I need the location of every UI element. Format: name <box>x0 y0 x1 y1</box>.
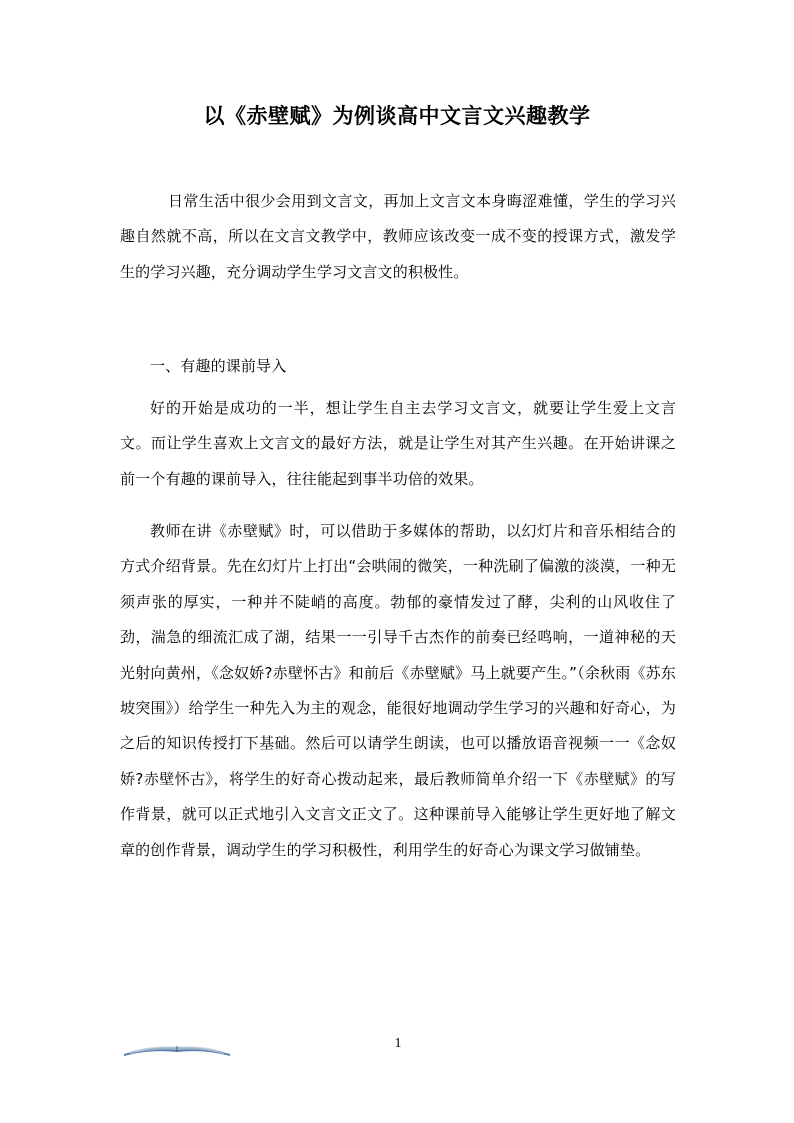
intro-paragraph: 日常生活中很少会用到文言文，再加上文言文本身晦涩难懂，学生的学习兴趣自然就不高，所以在文言文教学中，教师应该改变一成不变的授课方式，激发学生的学习兴趣，充分调动学生学习文言文的积极性。 <box>120 192 676 281</box>
section-heading: 一、有趣的课前导入 <box>150 357 287 375</box>
page-number: 1 <box>394 1036 402 1051</box>
document-title: 以《赤壁赋》为例谈高中文言文兴趣教学 <box>203 104 591 128</box>
open-book-icon <box>122 1038 232 1058</box>
body-paragraph: 好的开始是成功的一半，想让学生自主去学习文言文，就要让学生爱上文言文。而让学生喜欢上文言文的最好方法，就是让学生对其产生兴趣。在开始讲课之前一个有趣的课前导入，往往能起到事半功倍的效果。 <box>120 399 676 488</box>
body-paragraph: 教师在讲《赤壁赋》时，可以借助于多媒体的帮助，以幻灯片和音乐相结合的方式介绍背景。先在幻灯片上打出“会哄闹的微笑，一种洗刷了偏激的淡漠，一种无须声张的厚实，一种并不陡峭的高度。勃郁的豪情发过了酵，尖利的山风收住了劲，湍急的细流汇成了湖，结果一一引导千古杰作的前奏已经鸣响，一道神秘的天光射向黄州，《念奴娇?赤壁怀古》和前后《赤壁赋》马上就要产生。”（余秋雨《苏东坡突围》）给学生一种先入为主的观念，能很好地调动学生学习的兴趣和好奇心，为之后的知识传授打下基础。然后可以请学生朗读，也可以播放语音视频一一《念奴娇?赤壁怀古》，将学生的好奇心拨动起来，最后教师简单介绍一下《赤壁赋》的写作背景，就可以正式地引入文言文正文了。这种课前导入能够让学生更好地了解文章的创作背景，调动学生的学习积极性，利用学生的好奇心为课文学习做铺垫。 <box>120 522 676 859</box>
